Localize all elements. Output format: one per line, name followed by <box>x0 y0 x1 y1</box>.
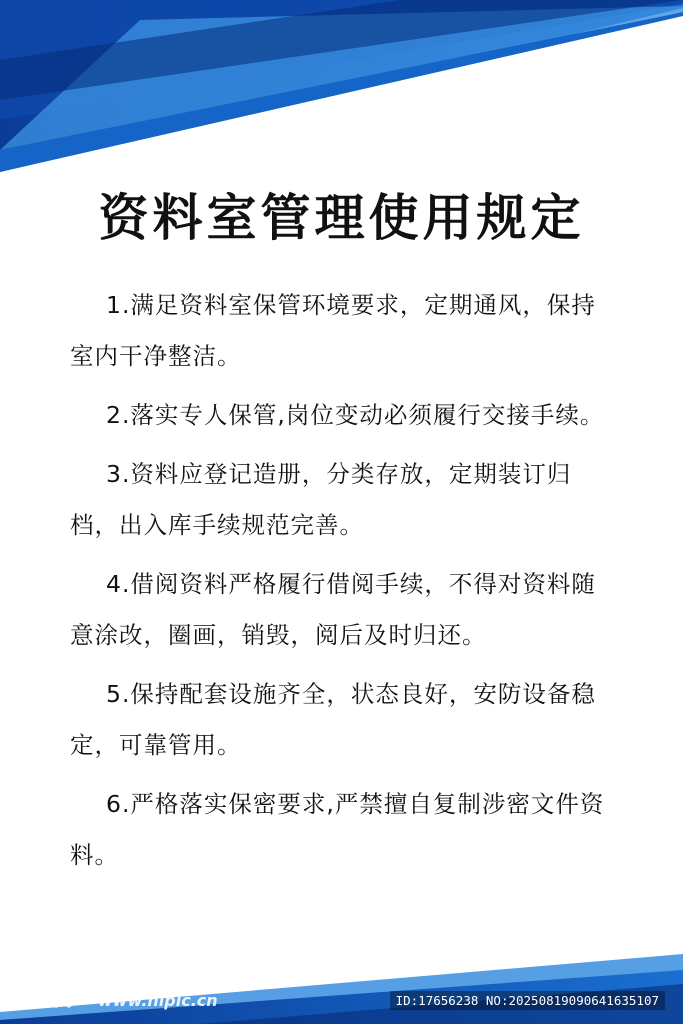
rule-item: 3.资料应登记造册，分类存放，定期装订归档，出入库手续规范完善。 <box>70 460 572 539</box>
page-title: 资料室管理使用规定 <box>98 189 585 247</box>
rules-list <box>70 280 618 889</box>
watermark-id: ID:17656238 NO:20250819090641635107 <box>390 991 665 1010</box>
rule-item: 5.保持配套设施齐全，状态良好，安防设备稳定，可靠管用。 <box>70 680 596 759</box>
rule-item: 6.严格落实保密要求,严禁擅自复制涉密文件资料。 <box>70 790 605 869</box>
watermark-url: www.nipic.cn <box>98 991 218 1010</box>
watermark-logo: 昵享网 <box>14 989 75 1011</box>
rule-item: 2.落实专人保管,岗位变动必须履行交接手续。 <box>106 401 605 429</box>
rule-item: 4.借阅资料严格履行借阅手续，不得对资料随意涂改，圈画，销毁，阅后及时归还。 <box>70 570 596 649</box>
top-blue-banner <box>0 0 683 180</box>
rule-item: 1.满足资料室保管环境要求，定期通风，保持室内干净整洁。 <box>70 291 596 370</box>
